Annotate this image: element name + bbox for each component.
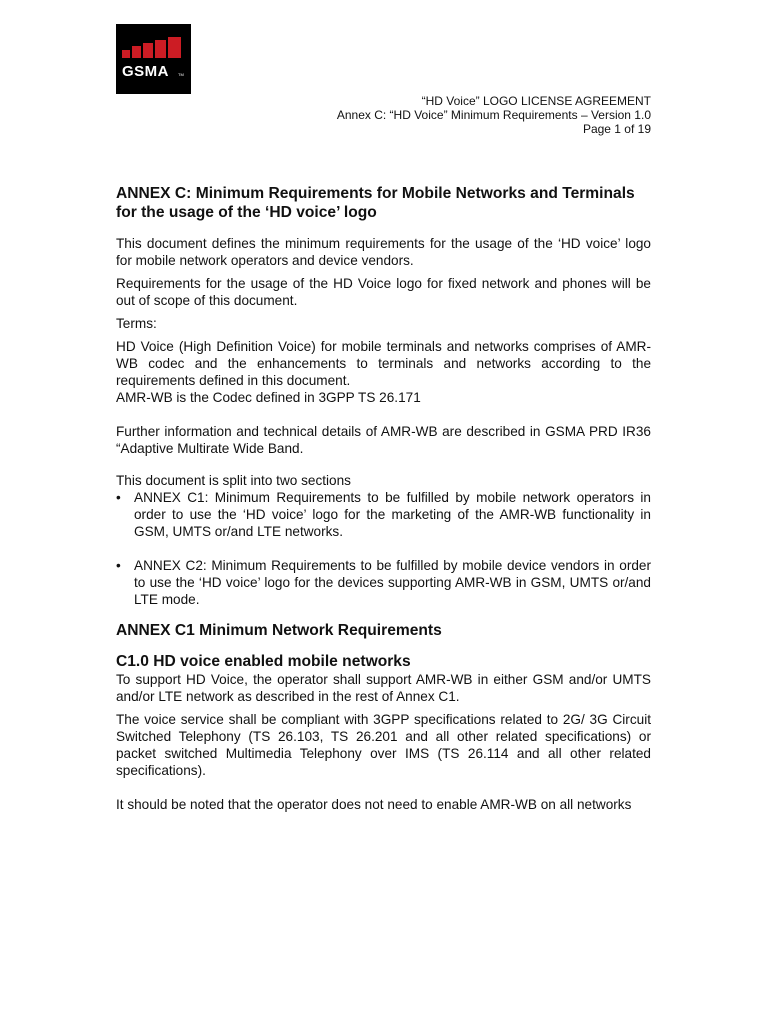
logo-bar-3 <box>143 43 153 58</box>
header-page-number: Page 1 of 19 <box>582 122 651 136</box>
paragraph-terms-label: Terms: <box>116 316 157 331</box>
sections-list <box>116 489 651 608</box>
subsection-heading-c1-0: C1.0 HD voice enabled mobile networks <box>116 653 411 670</box>
paragraph-hd-voice-definition: HD Voice (High Definition Voice) for mobile terminals and networks comprises of AMR-WB codec and the enhancements to terminals and networks according to the requirements defined in this document. <box>116 339 651 388</box>
paragraph-intro: This document defines the minimum requirements for the usage of the ‘HD voice’ logo for mobile network operators and device vendors. <box>116 236 651 268</box>
gsma-logo-graphic <box>116 24 191 94</box>
paragraph-c1-support: To support HD Voice, the operator shall support AMR-WB in either GSM and/or UMTS and/or LTE network as described in the rest of Annex C1. <box>116 672 651 704</box>
paragraph-amr-wb-definition: AMR-WB is the Codec defined in 3GPP TS 26.171 <box>116 390 421 405</box>
paragraph-sections-intro: This document is split into two sections <box>116 473 351 488</box>
paragraph-further-info: Further information and technical details of AMR-WB are described in GSMA PRD IR36 “Adaptive Multirate Wide Band. <box>116 424 651 456</box>
document-body <box>116 184 651 813</box>
logo-bar-4 <box>155 40 166 58</box>
paragraph-c1-compliance: The voice service shall be compliant with 3GPP specifications related to 2G/ 3G Circuit Switched Telephony (TS 26.103, TS 26.201 and all other related specifications) or packet switched Multimedia Telephony over IMS (TS 26.114 and all other related specifications). <box>116 712 651 778</box>
header-line-1: “HD Voice” LOGO LICENSE AGREEMENT <box>421 94 651 108</box>
paragraph-scope: Requirements for the usage of the HD Voice logo for fixed network and phones will be out of scope of this document. <box>116 276 651 308</box>
header-line-2: Annex C: “HD Voice” Minimum Requirements – Version 1.0 <box>336 108 651 122</box>
logo-bar-2 <box>132 46 141 58</box>
list-item: • ANNEX C1: Minimum Requirements to be fulfilled by mobile network operators in order to use the ‘HD voice’ logo for the marketing of the AMR-WB functionality in GSM, UMTS or/and LTE networks. <box>116 489 651 540</box>
logo-wordmark: GSMA <box>122 63 169 80</box>
logo-bar-1 <box>122 50 130 58</box>
logo-tm: TM <box>178 72 184 77</box>
paragraph-c1-note: It should be noted that the operator does not need to enable AMR-WB on all networks <box>116 797 632 812</box>
list-item: • ANNEX C2: Minimum Requirements to be fulfilled by mobile device vendors in order to use the ‘HD voice’ logo for the devices supporting AMR-WB in GSM, UMTS or/and LTE mode. <box>116 557 651 608</box>
document-header <box>337 94 651 136</box>
document-title: ANNEX C: Minimum Requirements for Mobile Networks and Terminals for the usage of the ‘HD voice’ logo <box>116 185 635 221</box>
logo-bar-5 <box>168 37 181 58</box>
section-heading-c1: ANNEX C1 Minimum Network Requirements <box>116 622 442 639</box>
gsma-logo <box>116 24 191 94</box>
